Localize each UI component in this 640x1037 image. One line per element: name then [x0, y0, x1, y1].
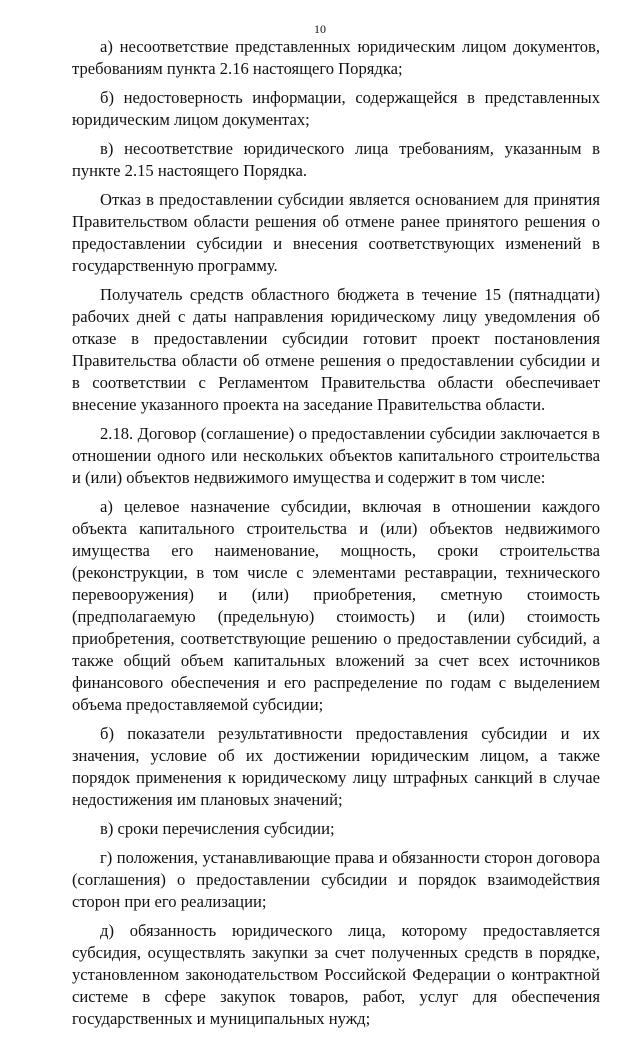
paragraph-recipient-actions: Получатель средств областного бюджета в течение 15 (пятнадцати) рабочих дней с даты направления юридическому лицу уведомления об отказе в предоставлении субсидии готовит проект постановления Правительства области об отмене решения о предоставлении субсидии и в соответствии с Регламентом Правительства области обеспечивает внесение указанного проекта на заседание Правительства области.	[72, 285, 600, 414]
paragraph-refusal-grounds: Отказ в предоставлении субсидии является основанием для принятия Правительством области решения об отмене ранее принятого решения о предоставлении субсидии и внесения соответствующих изменений в государственную программу.	[72, 190, 600, 275]
paragraph-item-a-purpose: а) целевое назначение субсидии, включая в отношении каждого объекта капитального строительства и (или) объектов недвижимого имущества его наименование, мощность, сроки строительства (реконструкции, в том числе с элементами реставрации, технического перевооружения) и (или) приобретения, сметную стоимость (предполагаемую (предельную) стоимость) и (или) стоимость приобретения, соответствующие решению о предоставлении субсидий, а также общий объем капитальных вложений за счет всех источников финансового обеспечения и его распределение по годам с выделением объема предоставляемой субсидии;	[72, 497, 600, 714]
paragraph-item-d-procurement: д) обязанность юридического лица, которому предоставляется субсидия, осуществлять закупки за счет полученных средств в порядке, установленном законодательством Российской Федерации о контрактной системе в сфере закупок товаров, работ, услуг для обеспечения государственных и муниципальных нужд;	[72, 921, 600, 1028]
page-number: 10	[314, 22, 326, 36]
paragraph-section-2-18: 2.18. Договор (соглашение) о предоставлении субсидии заключается в отношении одного или нескольких объектов капитального строительства и (или) объектов недвижимого имущества и содержит в том числе:	[72, 424, 600, 487]
paragraph-item-b-indicators: б) показатели результативности предоставления субсидии и их значения, условие об их достижении юридическим лицом, а также порядок применения к юридическому лицу штрафных санкций в случае недостижения им плановых значений;	[72, 724, 600, 809]
paragraph-item-v-requirements: в) несоответствие юридического лица требованиям, указанным в пункте 2.15 настоящего Порядка.	[72, 139, 600, 180]
paragraph-item-g-rights: г) положения, устанавливающие права и обязанности сторон договора (соглашения) о предоставлении субсидии и порядок взаимодействия сторон при его реализации;	[72, 848, 600, 911]
paragraph-item-v-terms: в) сроки перечисления субсидии;	[100, 819, 335, 838]
paragraph-item-b-unreliable-info: б) недостоверность информации, содержащейся в представленных юридическим лицом документах;	[72, 88, 600, 129]
paragraph-item-a-mismatch: а) несоответствие представленных юридическим лицом документов, требованиям пункта 2.16 настоящего Порядка;	[72, 37, 600, 78]
document-body	[72, 36, 600, 1037]
